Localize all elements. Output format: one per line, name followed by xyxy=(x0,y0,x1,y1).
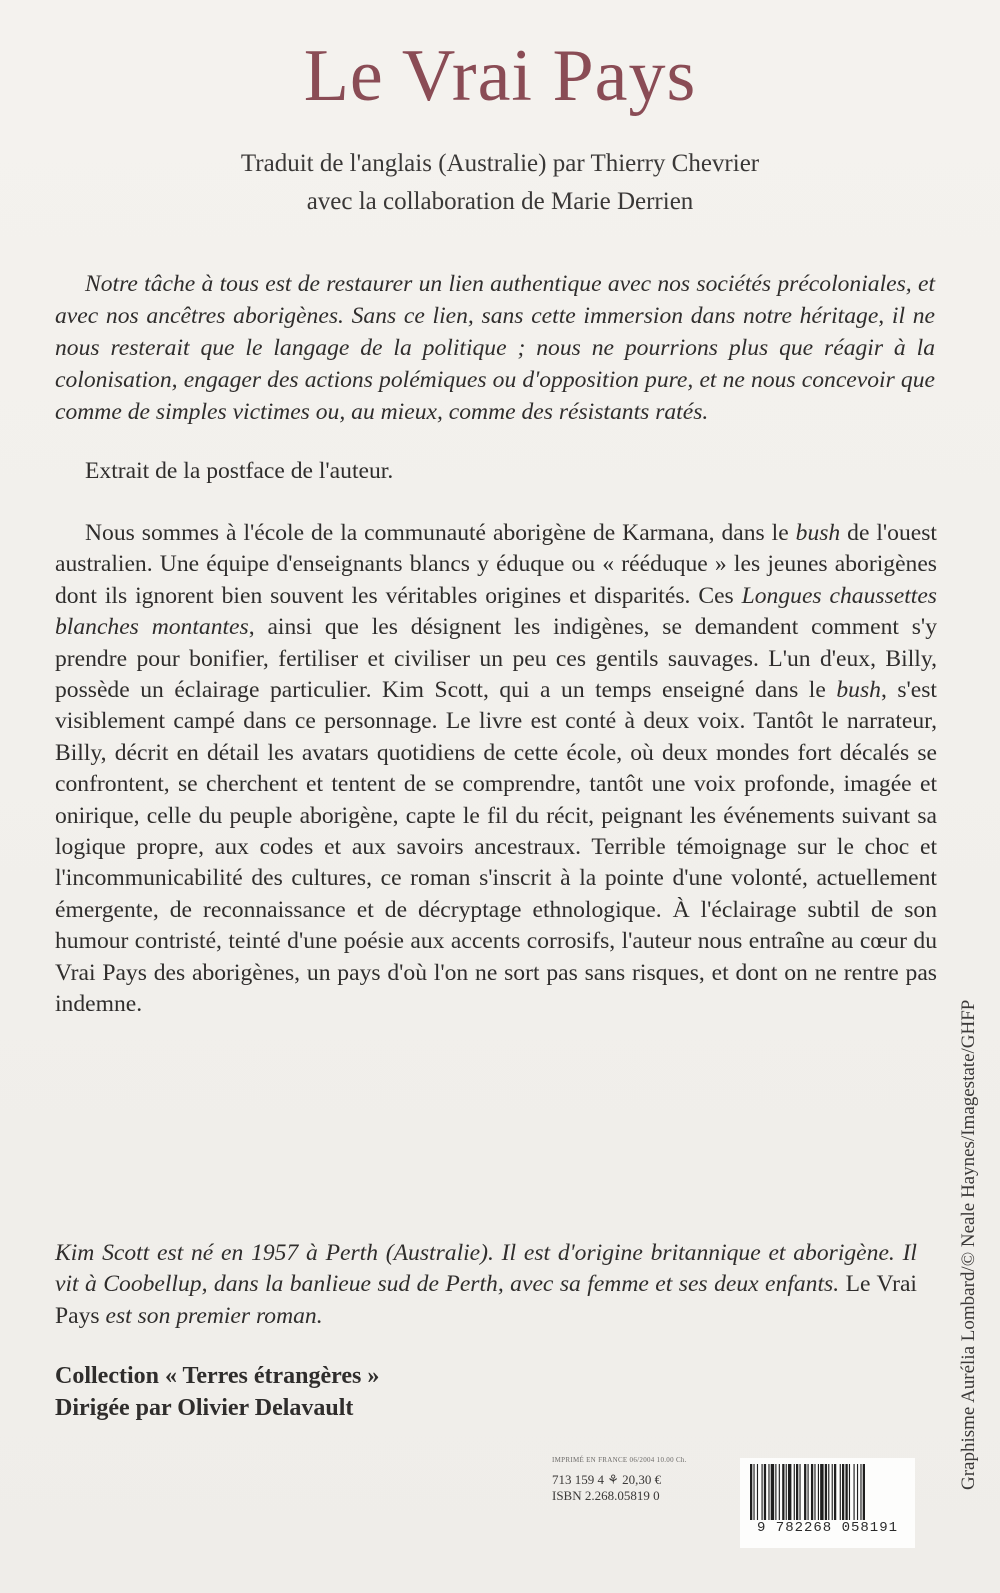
barcode-bar xyxy=(832,1464,833,1520)
barcode-bar xyxy=(799,1464,800,1520)
isbn-line: ISBN 2.268.05819 0 xyxy=(552,1488,660,1503)
barcode-bar xyxy=(804,1464,806,1520)
barcode-bar xyxy=(840,1464,841,1520)
barcode-bar xyxy=(779,1464,780,1520)
barcode-bar xyxy=(834,1464,836,1520)
book-title: Le Vrai Pays xyxy=(303,35,697,117)
barcode-bar xyxy=(753,1464,754,1520)
barcode-bar xyxy=(814,1464,815,1520)
barcode-bar xyxy=(768,1464,769,1520)
author-quote: Notre tâche à tous est de restaurer un lien authentique avec nos sociétés précoloniales, et avec nos ancêtres aborigènes. Sans ce lien, sans cette immersion dans notre héritage, il ne nous resterait que le langage de la politique ; nous ne pourrions plus que réagir à la colonisation, engager des actions polémiques ou d'opposition pure, et ne nous concevoir que comme de simples victimes ou, au mieux, comme des résistants ratés. xyxy=(55,271,935,425)
book-summary xyxy=(55,518,937,1021)
summary-longues-chaussettes: Longues chaussettes blanches montantes xyxy=(55,582,937,641)
collection-director: Dirigée par Olivier Delavault xyxy=(55,1395,354,1421)
barcode-bars xyxy=(748,1464,908,1520)
barcode-bar xyxy=(757,1464,758,1520)
barcode xyxy=(740,1458,915,1548)
barcode-bar xyxy=(842,1464,844,1520)
bio-part: Kim Scott est né en 1957 à Perth (Australie). Il est d'origine britannique et aborigène. Il vit à Coobellup, dans la banlieue sud de Perth, avec sa femme et ses deux enfants. xyxy=(55,1240,917,1298)
bio-part: est son premier roman. xyxy=(99,1302,323,1329)
barcode-bar xyxy=(811,1464,813,1520)
summary-part: , s'est visiblement campé dans ce personnage. Le livre est conté à deux voix. Tantôt le narrateur, Billy, décrit en détail les avatars quotidiens de cette école, où deux mondes fort décalés se confrontent, se cherchent et tentent de se comprendre, tantôt une voix profonde, imagée et onirique, celle du peuple aborigène, capte le fil du récit, peignant les événements suivant sa logique propre, aux codes et aux savoirs ancestraux. Terrible témoignage sur le choc et l'incommunicabilité des cultures, ce roman s'inscrit à la pointe d'une volonté, actuellement émergente, de reconnaissance et de décryptage ethnologique. À l'éclairage subtil de son humour contristé, teinté d'une poésie aux accents corrosifs, l'auteur nous entraîne au cœur du Vrai Pays des aborigènes, un pays d'où l'on ne sort pas sans risques, et dont on ne rentre pas indemne. xyxy=(55,677,937,1018)
collection-info xyxy=(55,1360,379,1424)
barcode-bar xyxy=(808,1464,809,1520)
barcode-bar xyxy=(854,1464,855,1520)
bio-book-title: Le Vrai Pays xyxy=(55,1271,917,1329)
barcode-bar xyxy=(775,1464,776,1520)
collection-name: Collection « Terres étrangères » xyxy=(55,1363,380,1389)
barcode-bar xyxy=(820,1464,823,1520)
barcode-bar xyxy=(750,1464,752,1520)
price-code-line: 713 159 4 ⚘ 20,30 € xyxy=(552,1472,662,1487)
barcode-bar xyxy=(782,1464,784,1520)
barcode-bar xyxy=(845,1464,847,1520)
barcode-bar xyxy=(849,1464,850,1520)
author-bio xyxy=(55,1238,917,1332)
translator-line: Traduit de l'anglais (Australie) par Thierry Chevrier xyxy=(240,150,760,177)
summary-part: Nous sommes à l'école de la communauté aborigène de Karmana, dans le xyxy=(85,520,796,546)
barcode-bar xyxy=(857,1464,858,1520)
barcode-bar xyxy=(863,1464,865,1520)
barcode-bar xyxy=(786,1464,787,1520)
barcode-bar xyxy=(825,1464,827,1520)
price-isbn-block xyxy=(552,1452,737,1504)
barcode-number: 9 782268 058191 xyxy=(756,1520,899,1536)
barcode-bar xyxy=(860,1464,861,1520)
barcode-bar xyxy=(762,1464,763,1520)
summary-part: , ainsi que les désignent les indigènes, se demandent comment s'y prendre pour bonifier, fertiliser et civiliser un peu ces gentils sauvages. L'un d'eux, Billy, possède un éclairage particulier. Kim Scott, qui a un temps enseigné dans le xyxy=(55,614,937,704)
design-photo-credit: Graphisme Aurélia Lombard/© Neale Haynes/Imagestate/GHFP xyxy=(958,999,979,1490)
collaboration-line: avec la collaboration de Marie Derrien xyxy=(306,188,694,215)
summary-part: de l'ouest australien. Une équipe d'enseignants blancs y éduque ou « rééduque » les jeunes aborigènes dont ils ignorent bien souvent les véritables origines et disparités. Ces xyxy=(55,520,937,609)
print-info-line: IMPRIMÉ EN FRANCE 06/2004 10.00 Ch. xyxy=(552,1456,687,1464)
barcode-bar xyxy=(818,1464,819,1520)
barcode-bar xyxy=(788,1464,791,1520)
barcode-bar xyxy=(794,1464,795,1520)
summary-bush-1: bush xyxy=(795,520,841,546)
barcode-bar xyxy=(764,1464,766,1520)
barcode-bar xyxy=(828,1464,829,1520)
barcode-bar xyxy=(771,1464,774,1520)
barcode-bar xyxy=(796,1464,798,1520)
summary-bush-2: bush xyxy=(836,677,881,704)
quote-source: Extrait de la postface de l'auteur. xyxy=(85,458,394,484)
